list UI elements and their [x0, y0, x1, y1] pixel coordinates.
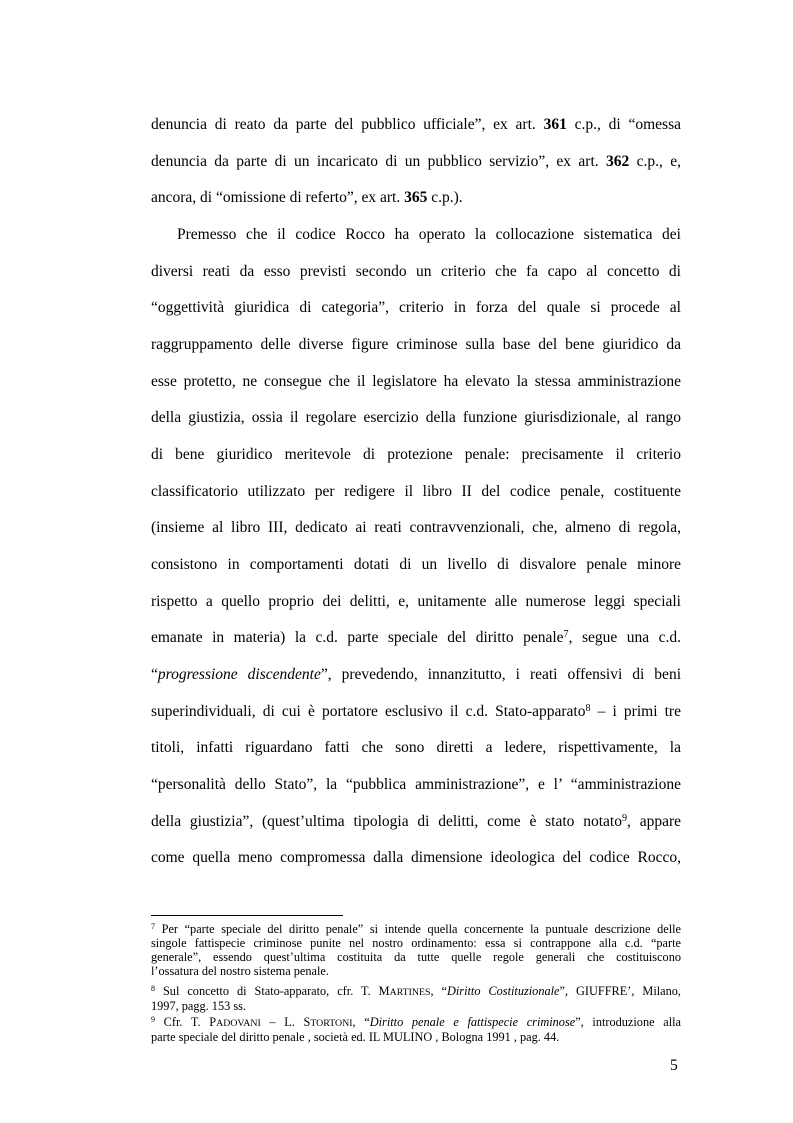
footnote-ref: 9 [621, 812, 628, 824]
body-line: esse protetto, ne consegue che il legislatore ha elevato la stessa amministrazione [151, 373, 681, 390]
footnote-ref: 7 [563, 628, 569, 640]
body-line: di bene giuridico meritevole di protezione penale: precisamente il criterio [151, 446, 681, 463]
body-line: rispetto a quello proprio dei delitti, e, unitamente alle numerose leggi speciali [151, 593, 681, 610]
body-line: come quella meno compromessa dalla dimensione ideologica del codice Rocco, [151, 849, 681, 866]
footnote-7-line: l’ossatura del nostro sistema penale. [151, 964, 329, 978]
body-line: della giustizia”, (quest’ultima tipologia di delitti, come è stato notato$^9$, appare [151, 812, 681, 830]
footnote-ref: 8 [585, 702, 591, 714]
body-line: titoli, infatti riguardano fatti che sono diretti a ledere, rispettivamente, la [151, 739, 681, 756]
footnote-7-line: singole fattispecie criminose punite nel nostro ordinamento: essa si contrappone alla c.d. “parte [151, 936, 681, 950]
footnote-separator [151, 915, 343, 916]
body-line: denuncia da parte di un incaricato di un pubblico servizio”, ex art. 362 c.p., e, [151, 153, 681, 170]
body-line: Premesso che il codice Rocco ha operato la collocazione sistematica dei [177, 226, 681, 243]
body-line: “personalità dello Stato”, la “pubblica amministrazione”, e l’ “amministrazione [151, 776, 681, 793]
body-line: della giustizia, ossia il regolare esercizio della funzione giurisdizionale, al rango [151, 409, 681, 426]
footnote-7: $^7$ Per “parte speciale del diritto penale” si intende quella concernente la puntuale descrizione delle [151, 922, 681, 936]
body-line: consistono in comportamenti dotati di un livello di disvalore penale minore [151, 556, 681, 573]
body-line: (insieme al libro III, dedicato ai reati contravvenzionali, che, almeno di regola, [151, 519, 681, 536]
body-line: ancora, di “omissione di referto”, ex art. 365 c.p.). [151, 189, 463, 206]
footnote-8-line: 1997, pagg. 153 ss. [151, 999, 246, 1013]
footnote-9: $^9$ Cfr. T. PADOVANI – L. STORTONI, “Diritto penale e fattispecie criminose”, introduzione alla [151, 1015, 681, 1029]
body-line: diversi reati da esso previsti secondo un criterio che fa capo al concetto di [151, 263, 681, 280]
body-line: superindividuali, di cui è portatore esclusivo il c.d. Stato-apparato$^8$ – i primi tre [151, 702, 681, 720]
body-line: “progressione discendente”, prevedendo, innanzitutto, i reati offensivi di beni [151, 666, 681, 683]
footnote-8: $^8$ Sul concetto di Stato-apparato, cfr. T. MARTINES, “Diritto Costituzionale”, GIUFFRE’, Milano, [151, 984, 681, 998]
body-line: classificatorio utilizzato per redigere il libro II del codice penale, costituente [151, 483, 681, 500]
body-line: emanate in materia) la c.d. parte speciale del diritto penale$^7$, segue una c.d. [151, 628, 681, 646]
footnote-7-line: generale”, essendo quest’ultima costituita da tutte quelle regole generali che costituiscono [151, 950, 681, 964]
body-line: denuncia di reato da parte del pubblico ufficiale”, ex art. 361 c.p., di “omessa [151, 116, 681, 133]
body-line: raggruppamento delle diverse figure criminose sulla base del bene giuridico da [151, 336, 681, 353]
footnote-9-line: parte speciale del diritto penale , società ed. IL MULINO , Bologna 1991 , pag. 44. [151, 1030, 560, 1044]
body-line: “oggettività giuridica di categoria”, criterio in forza del quale si procede al [151, 299, 681, 316]
page-number: 5 [670, 1057, 678, 1074]
